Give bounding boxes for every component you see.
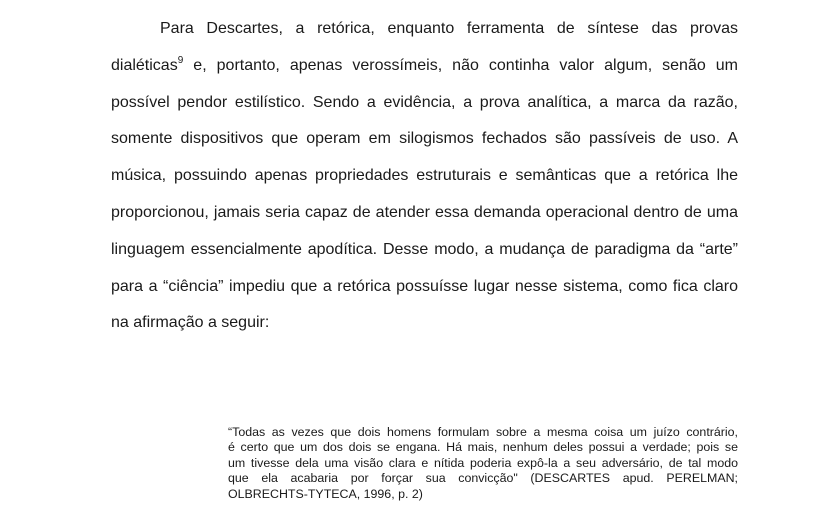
footnote-reference[interactable]: 9 xyxy=(177,54,184,66)
paragraph-line: para a “ciência” impediu que a retórica possuísse lugar nesse sistema, como fica claro xyxy=(111,277,738,295)
paragraph-line: linguagem essencialmente apodítica. Desse modo, a mudança de paradigma da “arte” xyxy=(111,240,738,258)
paragraph-line-with-footnote xyxy=(111,48,738,85)
paragraph-line: somente dispositivos que operam em silogismos fechados são passíveis de uso. A xyxy=(111,130,738,148)
paragraph-line: possível pendor estilístico. Sendo a evidência, a prova analítica, a marca da razão, xyxy=(111,93,738,111)
body-paragraph xyxy=(111,11,738,342)
block-quote-citation xyxy=(228,425,738,502)
quote-line: “Todas as vezes que dois homens formulam sobre a mesma coisa um juízo contrário, xyxy=(228,425,738,439)
quote-line: que ela acabaria por forçar sua convicção" (DESCARTES apud. PERELMAN; xyxy=(228,471,738,486)
paragraph-line-prefix: dialéticas xyxy=(111,56,178,74)
quote-line: um tivesse dela uma visão clara e nítida poderia expô-la a seu adversário, de tal modo xyxy=(228,455,738,470)
paragraph-line: na afirmação a seguir: xyxy=(111,314,270,332)
paragraph-line: Para Descartes, a retórica, enquanto ferramenta de síntese das provas xyxy=(160,20,738,37)
paragraph-line-rest: e, portanto, apenas verossímeis, não continha valor algum, senão um xyxy=(183,56,738,74)
paragraph-line: música, possuindo apenas propriedades estruturais e semânticas que a retórica lhe xyxy=(111,167,738,185)
quote-line: é certo que um dos dois se engana. Há mais, nenhum deles possui a verdade; pois se xyxy=(228,440,738,455)
quote-line: OLBRECHTS-TYTECA, 1996, p. 2) xyxy=(228,486,423,501)
paragraph-line: proporcionou, jamais seria capaz de atender essa demanda operacional dentro de uma xyxy=(111,203,738,221)
